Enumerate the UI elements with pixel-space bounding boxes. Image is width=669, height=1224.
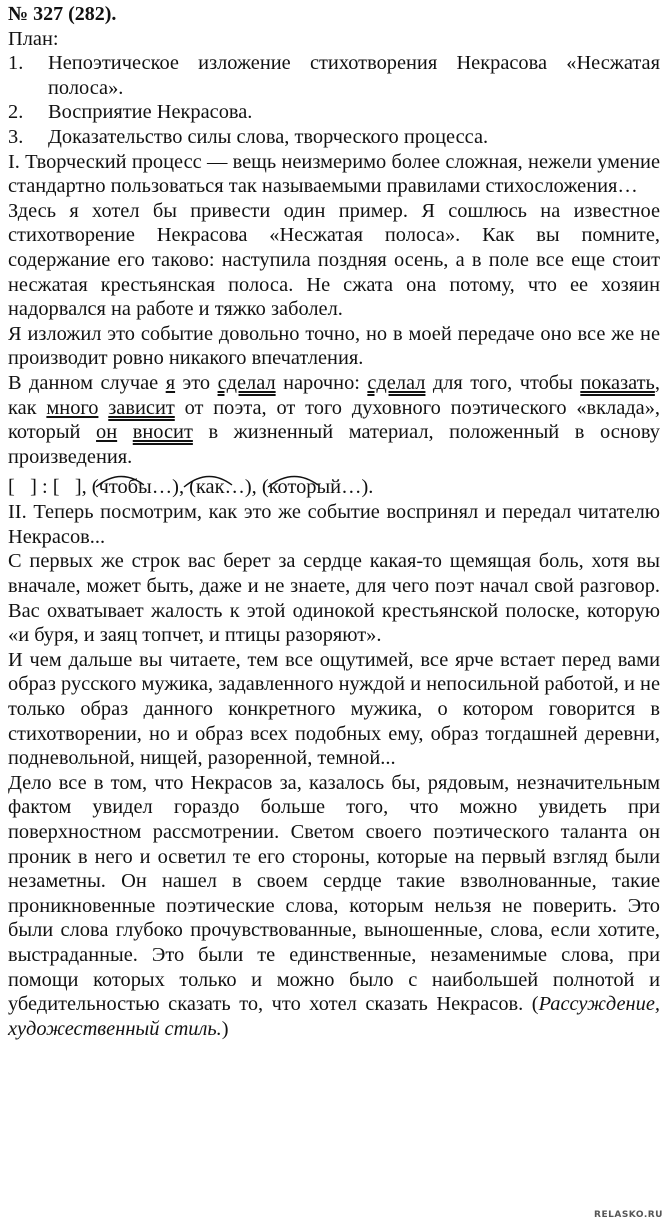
- text-run: в жизненный материал, положенный в основу произведения.: [8, 421, 660, 468]
- text-run: [98, 397, 108, 419]
- paragraph-2: Здесь я хотел бы привести один пример. Я сошлюсь на известное стихотворение Некрасова «Несжатая полоса». Как вы помните, содержание его таково: наступила поздняя осень, а в поле все еще стоит несжатая крестьянская полоса. Не сжата она потому, что ее хозяин надорвался на работе и тяжко заболел.: [8, 199, 660, 321]
- predicate-word: сделал: [217, 371, 276, 394]
- text-run: от поэта, от того духовного поэтического «вклада», который: [8, 396, 660, 444]
- text-run: ): [221, 1017, 229, 1040]
- text-run: , как: [8, 371, 660, 419]
- plan-item-number: 2.: [8, 101, 24, 124]
- predicate-word: вносит: [132, 421, 193, 444]
- site-watermark: RELASKO.RU: [594, 1210, 663, 1220]
- predicate-word: сделал: [367, 371, 426, 394]
- paragraph-5: II. Теперь посмотрим, как это же событие воспринял и передал читателю Некрасов...: [8, 501, 660, 548]
- plan-item-text: Доказательство силы слова, творческого процесса.: [48, 125, 489, 148]
- paragraph-7: И чем дальше вы читаете, тем все ощутимей, все ярче встает перед вами образ русского мужика, задавленного нуждой и непосильной работой, и не только образ данного конкретного мужика, о котором говорится в стихотворении, но и образ всех подобных ему, образ тогдашней деревни, подневольной, нищей, разоренной, темной...: [8, 648, 660, 770]
- document-page: [8, 2, 660, 1041]
- subject-word: много: [46, 396, 99, 419]
- text-run: это: [175, 371, 218, 394]
- plan-item-text: Восприятие Некрасова.: [48, 101, 253, 124]
- subject-word: я: [165, 371, 176, 394]
- plan-heading: План:: [8, 27, 59, 50]
- style-note: Рассуждение, художественный стиль.: [8, 993, 660, 1040]
- sentence-scheme: [8, 473, 660, 500]
- plan-item: [8, 125, 660, 150]
- plan-item-number: 1.: [8, 52, 24, 75]
- scheme-text: [ ] : [ ], (чтобы…), (как…), (который…).: [8, 476, 374, 499]
- plan-item-text: Непоэтическое изложение стихотворения Некрасова «Несжатая полоса».: [48, 52, 660, 99]
- paragraph-3: Я изложил это событие довольно точно, но в моей передаче оно все же не производит ровно никакого впечатления.: [8, 322, 660, 370]
- paragraph-6: С первых же строк вас берет за сердце какая-то щемящая боль, хотя вы вначале, может быть, даже и не знаете, для чего поэт начал свой разговор. Вас охватывает жалость к этой одинокой крестьянской полоске, которую «и буря, и заяц топчет, и птицы разоряют».: [8, 550, 660, 647]
- paragraph-8: [8, 771, 660, 1042]
- exercise-number: № 327 (282).: [8, 3, 117, 25]
- text-run: для того, чтобы: [425, 371, 581, 394]
- predicate-word: показать: [580, 371, 655, 394]
- text-run: В данном случае: [8, 371, 166, 394]
- plan-item-number: 3.: [8, 125, 24, 148]
- predicate-word: зависит: [108, 396, 175, 419]
- text-run: нарочно:: [275, 371, 368, 394]
- paragraph-1: I. Творческий процесс — вещь неизмеримо более сложная, нежели умение стандартно пользоваться так называемыми правилами стихосложения…: [8, 150, 660, 198]
- text-run: Дело все в том, что Некрасов за, казалось бы, рядовым, незначительным фактом увидел гораздо больше того, что можно увидеть при поверхностном рассмотрении. Светом своего поэтического таланта он проник в него и осветил те его стороны, которые на первый взгляд были незаметны. Он нашел в своем сердце такие взволнованные, такие проникновенные поэтические слова, которым нельзя не поверить. Это были слова глубоко прочувствованные, выношенные, слова, если хотите, выстраданные. Это были те единственные, незаменимые слова, при помощи которых только и можно было с наибольшей полнотой и убедительностью сказать то, что хотел сказать Некрасов. (: [8, 771, 660, 1016]
- subject-word: он: [96, 421, 118, 444]
- plan-item: [8, 100, 660, 125]
- text-run: [117, 421, 133, 443]
- plan-item: [8, 51, 660, 100]
- paragraph-4-analyzed: [8, 371, 660, 469]
